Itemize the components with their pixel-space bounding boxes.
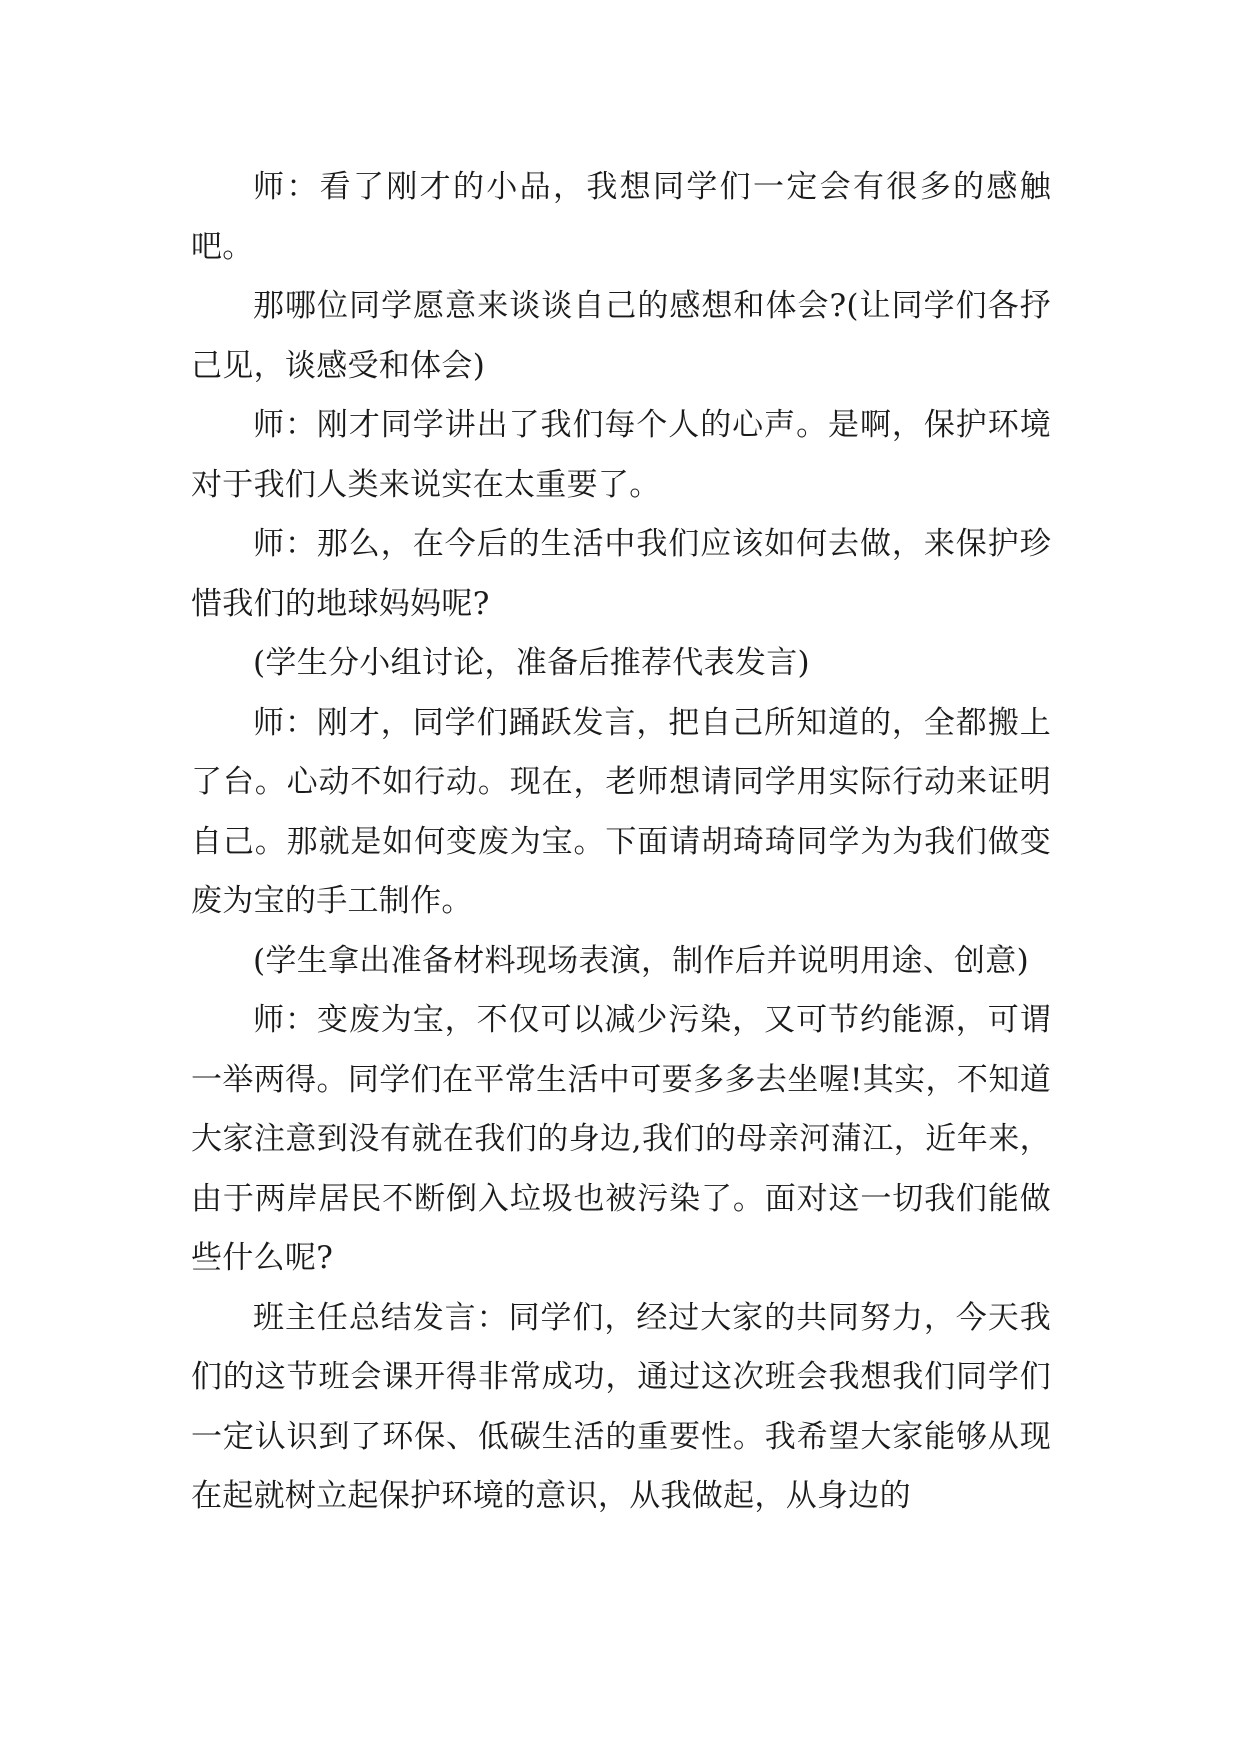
paragraph: 班主任总结发言：同学们，经过大家的共同努力，今天我们的这节班会课开得非常成功，通过这次班会我想我们同学们一定认识到了环保、低碳生活的重要性。我希望大家能够从现在起就树立起保护环境的意识，从我做起，从身边的 [191,1299,1051,1514]
paragraph: 师：那么，在今后的生活中我们应该如何去做，来保护珍惜我们的地球妈妈呢? [191,526,1051,622]
paragraph: 师：看了刚才的小品，我想同学们一定会有很多的感触吧。 [191,169,1051,265]
paragraph: 师：变废为宝，不仅可以减少污染，又可节约能源，可谓一举两得。同学们在平常生活中可要多多去坐喔!其实，不知道大家注意到没有就在我们的身边,我们的母亲河蒲江，近年来，由于两岸居民不断倒入垃圾也被污染了。面对这一切我们能做些什么呢? [191,1002,1051,1276]
paragraph: 那哪位同学愿意来谈谈自己的感想和体会?(让同学们各抒己见，谈感受和体会) [191,288,1051,384]
paragraph: 师：刚才同学讲出了我们每个人的心声。是啊，保护环境对于我们人类来说实在太重要了。 [191,407,1051,503]
paragraph: (学生分小组讨论，准备后推荐代表发言) [253,645,810,681]
paragraph: (学生拿出准备材料现场表演，制作后并说明用途、创意) [253,942,1029,979]
paragraph: 师：刚才，同学们踊跃发言，把自己所知道的，全都搬上了台。心动不如行动。现在，老师想请同学用实际行动来证明自己。那就是如何变废为宝。下面请胡琦琦同学为为我们做变废为宝的手工制作。 [191,704,1051,919]
document-body [191,158,1051,1527]
